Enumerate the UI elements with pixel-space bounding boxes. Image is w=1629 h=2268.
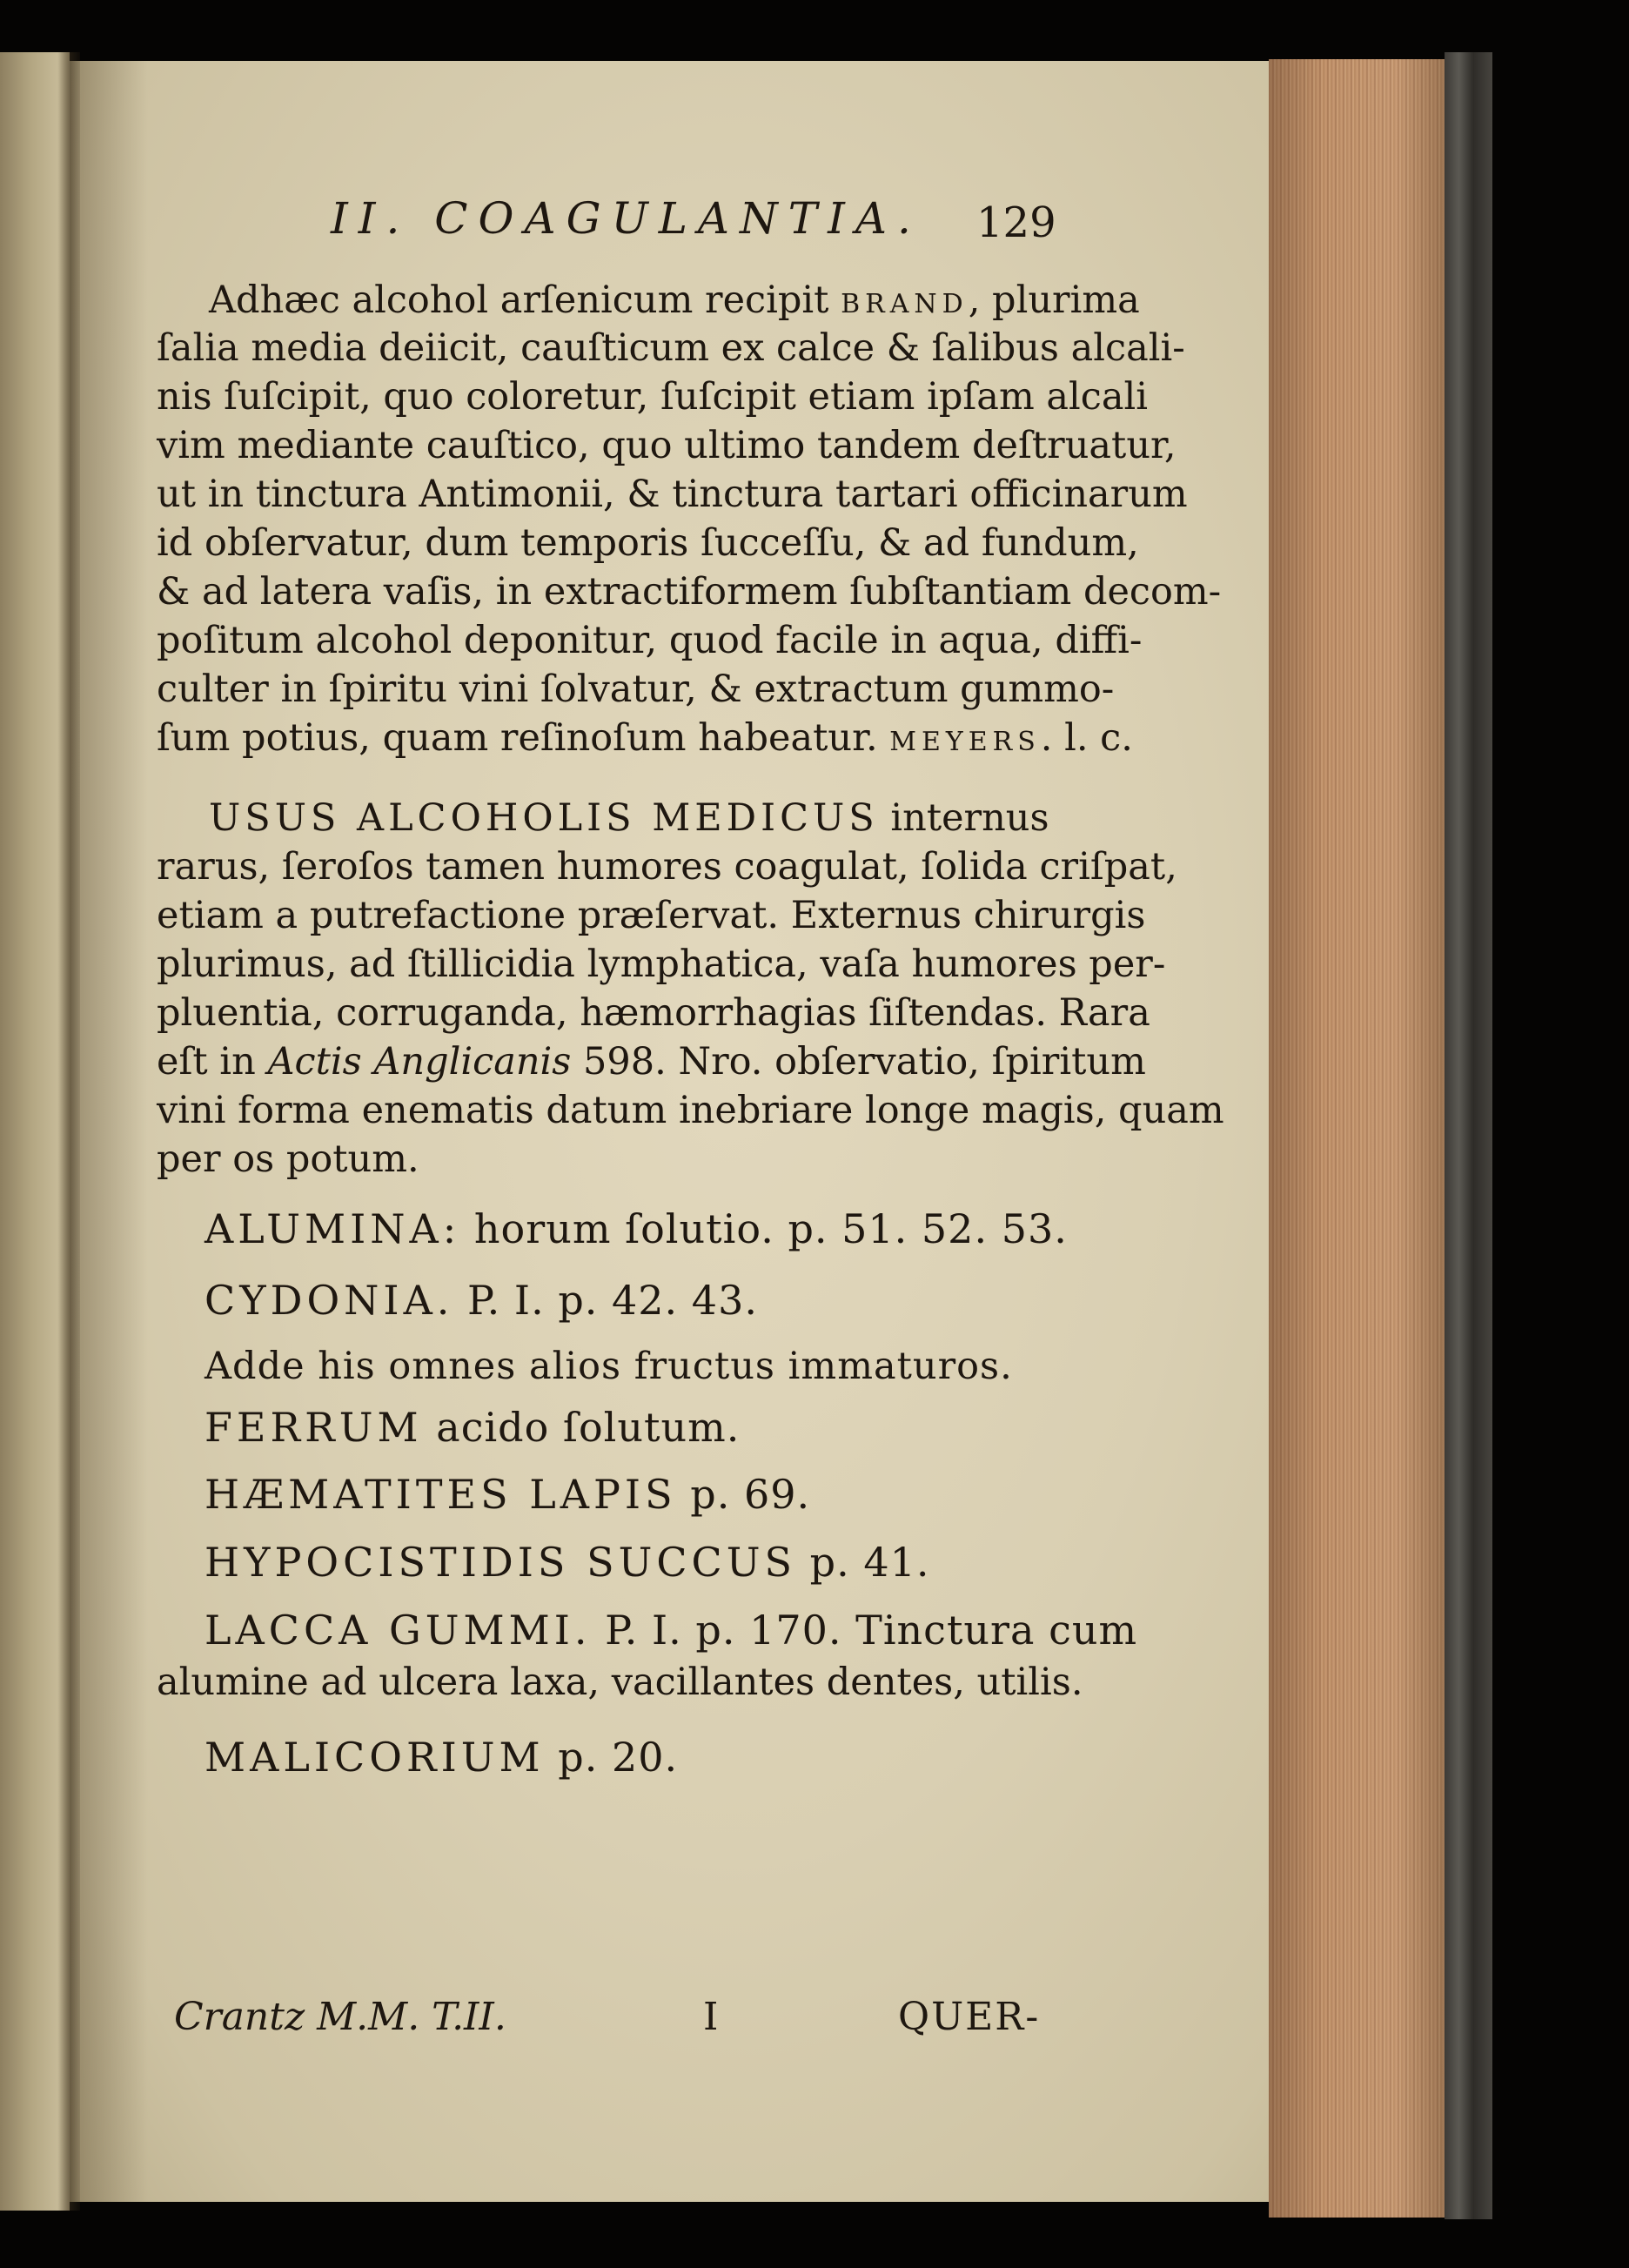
paragraph1-line7: & ad latera vaſis, in extractiformem ſubſtantiam decom- [157, 570, 1222, 614]
entry-ferrum: FERRUM acido ſolutum. [204, 1404, 741, 1451]
entry-haematites: HÆMATITES LAPIS p. 69. [204, 1471, 811, 1518]
running-head-title: II. COAGULANTIA. [331, 193, 922, 244]
signature-line: Crantz M.M. T.II. [174, 1995, 506, 2039]
paragraph1-line2: ſalia media deiicit, cauſticum ex calce & ſalibus alcali- [157, 326, 1185, 370]
entry-lacca: LACCA GUMMI. P. I. p. 170. Tinctura cum [204, 1607, 1138, 1654]
paragraph2-line5: pluentia, corruganda, hæmorrhagias ſiſtendas. Rara [157, 991, 1150, 1035]
book-cover-edge [1445, 52, 1492, 2219]
page-number: 129 [976, 198, 1056, 247]
fore-edge-shading [1269, 59, 1451, 2218]
paragraph1-line6: id obſervatur, dum temporis ſucceſſu, & ad fundum, [157, 521, 1139, 565]
book-gutter [57, 52, 80, 2211]
paragraph1-line3: nis ſuſcipit, quo coloretur, ſuſcipit etiam ipſam alcali [157, 375, 1148, 419]
paragraph1-line9: culter in ſpiritu vini ſolvatur, & extractum gummo- [157, 668, 1115, 711]
entry-cydonia: CYDONIA. P. I. p. 42. 43. [204, 1277, 758, 1324]
gutter-shadow [70, 61, 148, 2202]
paragraph2-line4: plurimus, ad ſtillicidia lymphatica, vaſa humores per- [157, 943, 1166, 986]
paragraph1-line5: ut in tinctura Antimonii, & tinctura tartari officinarum [157, 473, 1188, 516]
entry-lacca-continuation: alumine ad ulcera laxa, vacillantes dentes, utilis. [157, 1661, 1083, 1704]
paragraph1-line8: poſitum alcohol deponitur, quod facile in aqua, diffi- [157, 619, 1143, 662]
sheet-signature-mark: I [703, 1995, 719, 2039]
paragraph1-line1: Adhæc alcohol arſenicum recipit BRAND, plurima [209, 278, 1140, 322]
paragraph1-line10: ſum potius, quam reſinoſum habeatur. MEYERS. l. c. [157, 716, 1133, 760]
paragraph2-line3: etiam a putrefactione præſervat. Externus chirurgis [157, 894, 1146, 937]
paragraph2-line1: USUS ALCOHOLIS MEDICUS internus [209, 796, 1049, 840]
entry-malicorium: MALICORIUM p. 20. [204, 1734, 679, 1781]
entry-adde: Adde his omnes alios fructus immaturos. [204, 1345, 1013, 1388]
entry-alumina: ALUMINA: horum ſolutio. p. 51. 52. 53. [204, 1205, 1068, 1252]
paragraph2-line8: per os potum. [157, 1137, 419, 1181]
paragraph1-line4: vim mediante cauſtico, quo ultimo tandem deſtruatur, [157, 424, 1176, 467]
entry-hypocistidis: HYPOCISTIDIS SUCCUS p. 41. [204, 1539, 930, 1586]
paragraph2-line7: vini forma enematis datum inebriare longe magis, quam [157, 1089, 1224, 1132]
paragraph2-line2: rarus, ſeroſos tamen humores coagulat, ſolida criſpat, [157, 845, 1177, 889]
paragraph2-line6: eſt in Actis Anglicanis 598. Nro. obſervatio, ſpiritum [157, 1040, 1146, 1084]
catchword: QUER- [898, 1995, 1041, 2039]
